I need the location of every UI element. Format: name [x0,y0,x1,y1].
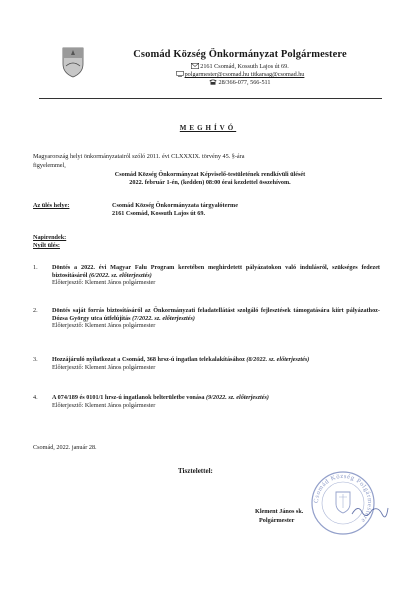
email-line [100,71,380,79]
agenda-item-ref: (7/2022. sz. előterjesztés) [132,314,195,322]
agenda-item [33,307,383,347]
computer-icon [176,71,184,77]
agenda-item [33,356,383,388]
venue-line-1: Csomád Község Önkormányzata tárgyalóterme [112,202,238,209]
agenda-item-body [52,307,380,330]
agenda-item-text: A 074/189 és 0101/1 hrsz-ú ingatlanok belterületbe vonása [52,394,205,401]
signer-name: Klement János sk. [255,508,304,515]
venue-label: Az ülés helye: [33,202,70,209]
intro-line-1: Magyarország helyi önkormányzatairól szóló 2011. évi CLXXXIX. törvény 45. §-ára [33,153,245,160]
agenda-item-body [52,356,380,371]
agenda-item-text: Döntés saját forrás biztosításáról az Önkormányzati feladatellátást szolgáló fejlesztések támogatására kiírt pályázathoz-Dózsa György utca útfelújítás [52,307,380,322]
intro-line-2: figyelemmel, [33,162,66,169]
agenda-item-ref: (8/2022. sz. előterjesztés) [246,356,310,363]
agenda-item-body [52,394,380,409]
address-line [100,63,380,71]
agenda-item-text: Döntés a 2022. évi Magyar Falu Program keretében meghirdetett pályázatokon való indulásról, szükséges fedezet biztosításáról [52,264,380,279]
convene-line-1: Csomád Község Önkormányzat Képviselő-testületének rendkívüli ülését [114,171,306,178]
phone-text: 28/366-077, 566-511 [218,79,271,86]
stamp-text: Csomád Község Polgármestere [312,472,374,525]
agenda-label: Napirendek: [33,234,67,241]
coat-of-arms-icon [61,46,85,78]
agenda-item-presenter: Előterjesztő: Klement János polgármester [52,322,156,330]
document-title: MEGHÍVÓ [179,124,237,132]
handwritten-signature [350,500,390,520]
letterhead-contact [100,63,380,87]
telephone-icon [209,79,217,85]
agenda-item-body [52,264,380,287]
agenda-item [33,264,383,296]
open-session-label: Nyílt ülés: [33,242,60,249]
convene-line-2: 2022. február 1-én, (kedden) 08:00 órai kezdettel összehívom. [129,179,291,186]
agenda-item-number: 4. [33,394,38,401]
agenda-item-presenter: Előterjesztő: Klement János polgármester [52,279,156,287]
agenda-item-number: 1. [33,264,38,271]
agenda-item-number: 3. [33,356,38,363]
agenda-item-number: 2. [33,307,38,314]
phone-line [100,79,380,87]
address-text: 2161 Csomád, Kossuth Lajos út 69. [200,63,289,70]
agenda-item-ref: (9/2022. sz. előterjesztés) [206,394,269,401]
agenda-item-presenter: Előterjesztő: Klement János polgármester [52,363,156,371]
signer-title: Polgármester [259,517,295,524]
envelope-icon [191,63,199,69]
header-divider [39,98,382,99]
agenda-item-presenter: Előterjesztő: Klement János polgármester [52,401,156,409]
email-text[interactable]: polgarmester@csomad.hu titkarsag@csomad.hu [184,71,305,78]
agenda-item-text: Hozzájáruló nyilatkozat a Csomád, 368 hrsz-ú ingatlan telekalakításához [52,356,245,363]
venue-line-2: 2161 Csomád, Kossuth Lajos út 69. [112,210,205,217]
letterhead-title: Csomád Község Önkormányzat Polgármestere [133,49,347,60]
date-line: Csomád, 2022. január 28. [33,444,97,451]
agenda-item [33,394,383,426]
regards-text: Tisztelettel: [178,467,213,475]
agenda-item-ref: (6/2022. sz. előterjesztés) [88,271,152,279]
